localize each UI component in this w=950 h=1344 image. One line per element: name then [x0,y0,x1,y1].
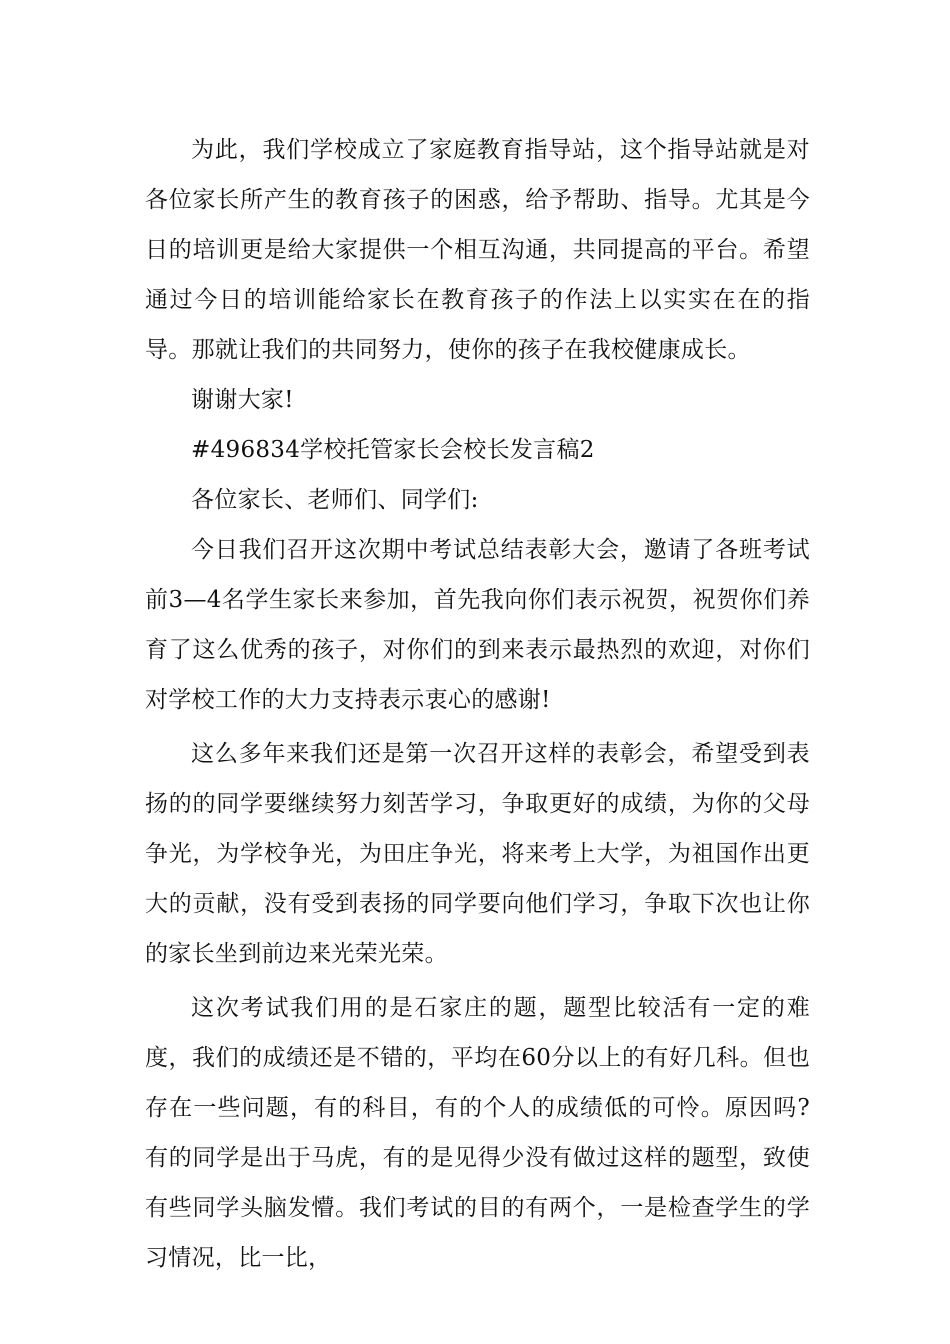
paragraph-5: 今日我们召开这次期中考试总结表彰大会，邀请了各班考试前3—4名学生家长来参加，首先我向你们表示祝贺，祝贺你们养育了这么优秀的孩子，对你们的到来表示最热烈的欢迎，对你们对学校工作的大力支持表示衷心的感谢! [145,537,810,713]
paragraph-2: 谢谢大家! [191,387,294,413]
paragraph-7: 这次考试我们用的是石家庄的题，题型比较活有一定的难度，我们的成绩还是不错的，平均在60分以上的有好几科。但也存在一些问题，有的科目，有的个人的成绩低的可怜。原因吗?有的同学是出于马虎，有的是见得少没有做过这样的题型，致使有些同学头脑发懵。我们考试的目的有两个，一是检查学生的学习情况，比一比， [145,995,810,1271]
paragraph-6: 这么多年来我们还是第一次召开这样的表彰会，希望受到表扬的的同学要继续努力刻苦学习，争取更好的成绩，为你的父母争光，为学校争光，为田庄争光，将来考上大学，为祖国作出更大的贡献，没有受到表扬的同学要向他们学习，争取下次也让你的家长坐到前边来光荣光荣。 [145,741,810,967]
paragraph-1: 为此，我们学校成立了家庭教育指导站，这个指导站就是对各位家长所产生的教育孩子的困惑，给予帮助、指导。尤其是今日的培训更是给大家提供一个相互沟通，共同提高的平台。希望通过今日的培训能给家长在教育孩子的作法上以实实在在的指导。那就让我们的共同努力，使你的孩子在我校健康成长。 [145,137,810,363]
paragraph-4-salutation: 各位家长、老师们、同学们: [191,487,479,513]
document-body [145,125,810,1283]
paragraph-3-heading: #496834学校托管家长会校长发言稿2 [191,437,595,463]
